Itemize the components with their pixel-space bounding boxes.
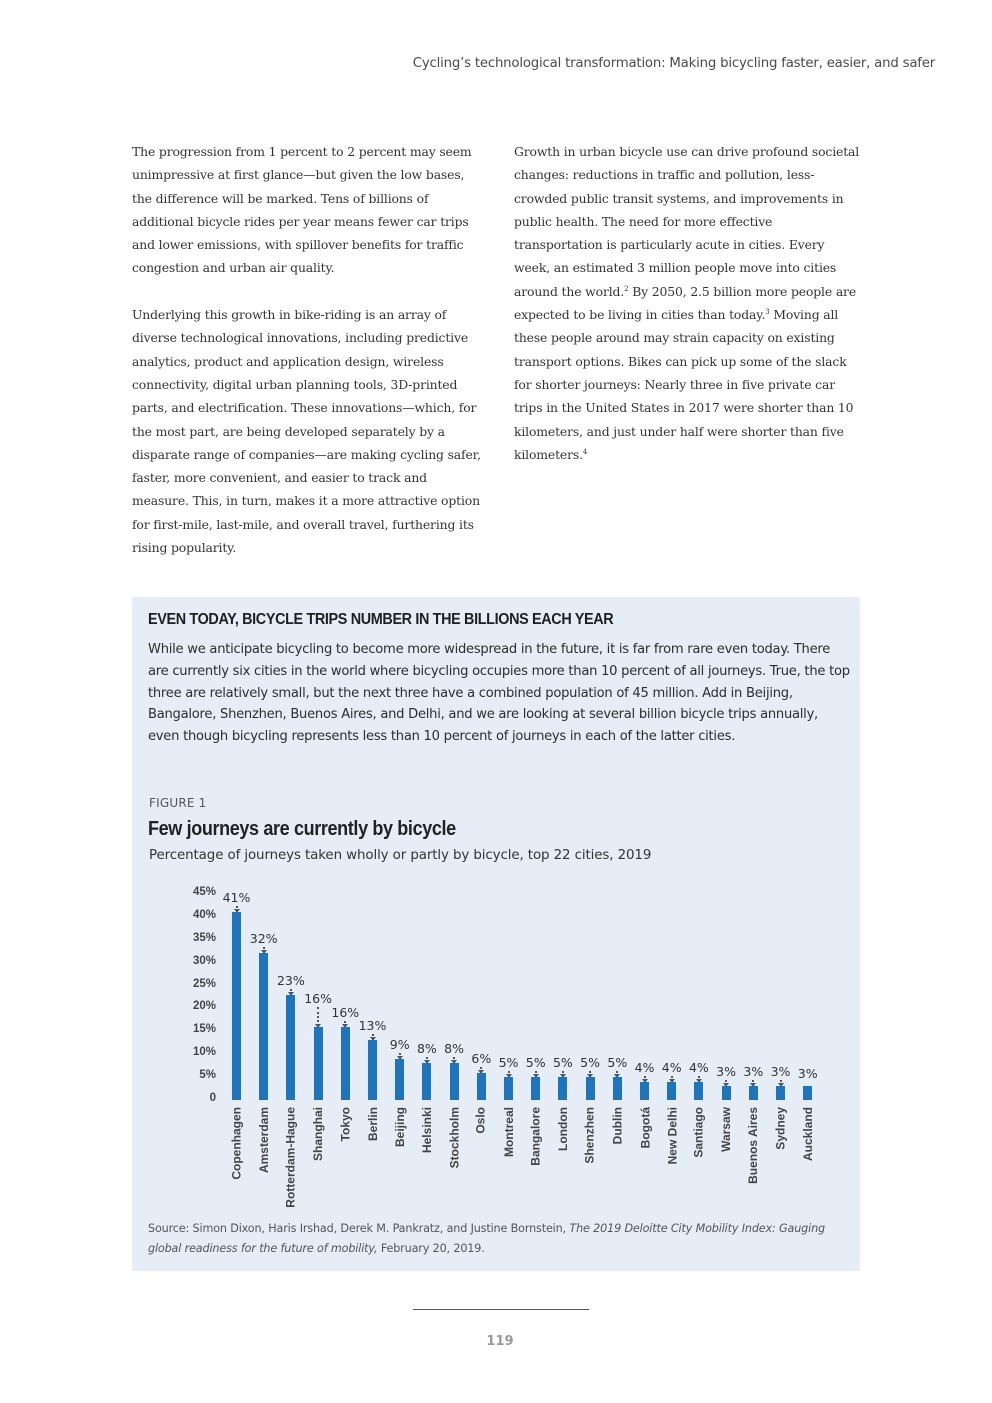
x-axis-label: Copenhagen (229, 1107, 244, 1180)
bar (259, 953, 268, 1100)
x-axis-label: Helsinki (419, 1107, 434, 1154)
paragraph: Growth in urban bicycle use can drive profound societal changes: reductions in traffic and pollution, less-crowded public transit systems, and improvements in public health. The need for more effective transportation is particularly acute in cities. Every week, an estimated 3 million people move into cities around the world.$^2$ By 2050, 2.5 billion more people are expected to be living in cities than today.$^3$ Moving all these people around may strain capacity on existing transport options. Bikes can pick up some of the slack for shorter journeys: Nearly three in five private car trips in the United States in 2017 were shorter than 10 kilometers, and just under half were shorter than five kilometers.$^4$ (514, 144, 860, 462)
y-axis-tick: 5% (199, 1069, 216, 1082)
footnote-divider (413, 1309, 589, 1310)
label-leader-line (317, 1007, 319, 1026)
data-label: 5% (607, 1055, 628, 1071)
data-label: 4% (688, 1059, 709, 1075)
x-axis-label: Rotterdam-Hague (283, 1107, 298, 1208)
y-axis-tick: 30% (192, 954, 216, 967)
label-leader-line (562, 1071, 564, 1076)
y-axis-tick: 10% (192, 1046, 216, 1059)
data-label: 41% (222, 890, 251, 906)
label-leader-line (671, 1076, 673, 1081)
label-leader-line (399, 1053, 401, 1058)
footnote-ref[interactable]: 2 (624, 284, 629, 293)
y-axis-tick: 40% (192, 908, 216, 921)
sidebar-body: While we anticipate bicycling to become more widespread in the future, it is far from rare even today. There are currently six cities in the world where bicycling occupies more than 10 percent of all journeys. True, the top three are relatively small, but the next three have a combined population of 45 million. Add in Beijing, Bangalore, Shenzhen, Buenos Aires, and Delhi, and we are looking at several billion bicycle trips annually, even though bicycling represents less than 10 percent of journeys in each of the latter cities. (148, 642, 850, 745)
label-leader-line (725, 1080, 727, 1085)
data-label: 3% (743, 1064, 764, 1080)
bar (640, 1082, 649, 1100)
data-label: 9% (389, 1036, 410, 1052)
bar (722, 1086, 731, 1100)
x-axis-label: Santiago (691, 1107, 706, 1158)
figure-title: Few journeys are currently by bicycle (148, 818, 456, 840)
x-axis-label: Sydney (773, 1107, 788, 1150)
data-label: 13% (358, 1018, 387, 1034)
x-axis-label: Beijing (392, 1107, 407, 1148)
data-label: 4% (634, 1059, 655, 1075)
label-leader-line (372, 1034, 374, 1039)
y-axis-tick: 20% (192, 1000, 216, 1013)
bar (558, 1077, 567, 1100)
bar (395, 1059, 404, 1100)
data-label: 8% (416, 1041, 437, 1057)
label-leader-line (508, 1071, 510, 1076)
label-leader-line (589, 1071, 591, 1076)
x-axis-label: Buenos Aires (746, 1107, 761, 1184)
label-leader-line (535, 1071, 537, 1076)
x-axis-label: Auckland (800, 1107, 815, 1162)
data-label: 5% (525, 1055, 546, 1071)
bar (504, 1077, 513, 1100)
bar (341, 1027, 350, 1100)
bar (232, 912, 241, 1100)
figure-label: FIGURE 1 (149, 796, 207, 810)
data-label: 23% (276, 972, 305, 988)
bar (667, 1082, 676, 1100)
x-axis-label: Dublin (610, 1107, 625, 1145)
y-axis-tick: 35% (192, 931, 216, 944)
data-label: 3% (716, 1064, 737, 1080)
footnote-ref[interactable]: 3 (765, 308, 770, 317)
x-axis-label: Shenzhen (582, 1107, 597, 1164)
x-axis-label: Oslo (473, 1107, 488, 1134)
x-axis-label: Amsterdam (256, 1107, 271, 1174)
bar (422, 1063, 431, 1100)
y-axis-tick: 45% (192, 885, 216, 898)
label-leader-line (344, 1021, 346, 1026)
label-leader-line (752, 1080, 754, 1085)
y-axis-tick: 0 (209, 1092, 216, 1104)
label-leader-line (426, 1057, 428, 1062)
x-axis-label: Bangalore (528, 1107, 543, 1166)
x-axis-label: Berlin (365, 1107, 380, 1142)
y-axis-tick: 15% (192, 1023, 216, 1036)
data-label: 4% (661, 1059, 682, 1075)
x-axis-label: London (555, 1107, 570, 1151)
x-axis-label: Warsaw (719, 1107, 733, 1152)
paragraph: The progression from 1 percent to 2 percent may seem unimpressive at first glance—but given the low bases, the difference will be marked. Tens of billions of additional bicycle rides per year means fewer car trips and lower emissions, with spillover benefits for traffic congestion and urban air quality. (132, 144, 472, 276)
paragraph: Underlying this growth in bike-riding is an array of diverse technological innovations, including predictive analytics, product and application design, wireless connectivity, digital urban planning tools, 3D-printed parts, and electrification. These innovations—which, for the most part, are being developed separately by a disparate range of companies—are making cycling safer, faster, more convenient, and easier to track and measure. This, in turn, makes it a more attractive option for first-mile, last-mile, and overall travel, furthering its rising popularity. (132, 307, 481, 556)
label-leader-line (290, 989, 292, 994)
body-left-column (132, 140, 482, 583)
label-leader-line (698, 1076, 700, 1081)
bar (749, 1086, 758, 1100)
bar (531, 1077, 540, 1100)
label-leader-line (644, 1076, 646, 1081)
bar (286, 995, 295, 1100)
label-leader-line (236, 906, 238, 911)
bar (776, 1086, 785, 1100)
figure-subtitle: Percentage of journeys taken wholly or partly by bicycle, top 22 cities, 2019 (149, 848, 652, 863)
data-label: 5% (498, 1055, 519, 1071)
y-axis-tick: 25% (192, 977, 216, 990)
x-axis-label: Shanghai (311, 1107, 326, 1162)
label-leader-line (263, 947, 265, 952)
sidebar-title: EVEN TODAY, BICYCLE TRIPS NUMBER IN THE BILLIONS EACH YEAR (148, 611, 614, 628)
bar (694, 1082, 703, 1100)
data-label: 3% (770, 1064, 791, 1080)
bar (803, 1086, 812, 1100)
bar (613, 1077, 622, 1100)
bar (477, 1073, 486, 1100)
bar (450, 1063, 459, 1100)
label-leader-line (616, 1071, 618, 1076)
data-label: 16% (304, 990, 332, 1006)
label-leader-line (480, 1067, 482, 1072)
sidebar-box (132, 597, 860, 1271)
footnote-ref[interactable]: 4 (582, 447, 588, 456)
data-label: 3% (797, 1066, 818, 1082)
x-axis-label: New Delhi (665, 1107, 680, 1165)
x-axis-label: Stockholm (447, 1107, 462, 1169)
body-right-column (514, 140, 864, 489)
data-label: 6% (471, 1050, 492, 1066)
running-header: Cycling’s technological transformation: Making bicycling faster, easier, and safer (412, 56, 935, 71)
data-label: 16% (331, 1004, 360, 1020)
label-leader-line (780, 1080, 782, 1085)
bar (586, 1077, 595, 1100)
data-label: 5% (552, 1055, 573, 1071)
bar (314, 1027, 323, 1100)
data-label: 32% (249, 931, 278, 947)
bar (368, 1040, 377, 1100)
data-label: 5% (580, 1055, 601, 1071)
figure-source: Source: Simon Dixon, Haris Irshad, Derek M. Pankratz, and Justine Bornstein, The 2019 Deloitte City Mobility Index: Gauging global readiness for the future of mobility, February 20, 2019. (148, 1222, 825, 1255)
x-axis-label: Tokyo (338, 1107, 353, 1142)
page-number: 119 (486, 1334, 514, 1349)
data-label: 8% (444, 1041, 465, 1057)
bar-chart (132, 597, 860, 1271)
x-axis-label: Montreal (501, 1107, 516, 1158)
label-leader-line (453, 1057, 455, 1062)
x-axis-label: Bogotá (637, 1107, 652, 1149)
